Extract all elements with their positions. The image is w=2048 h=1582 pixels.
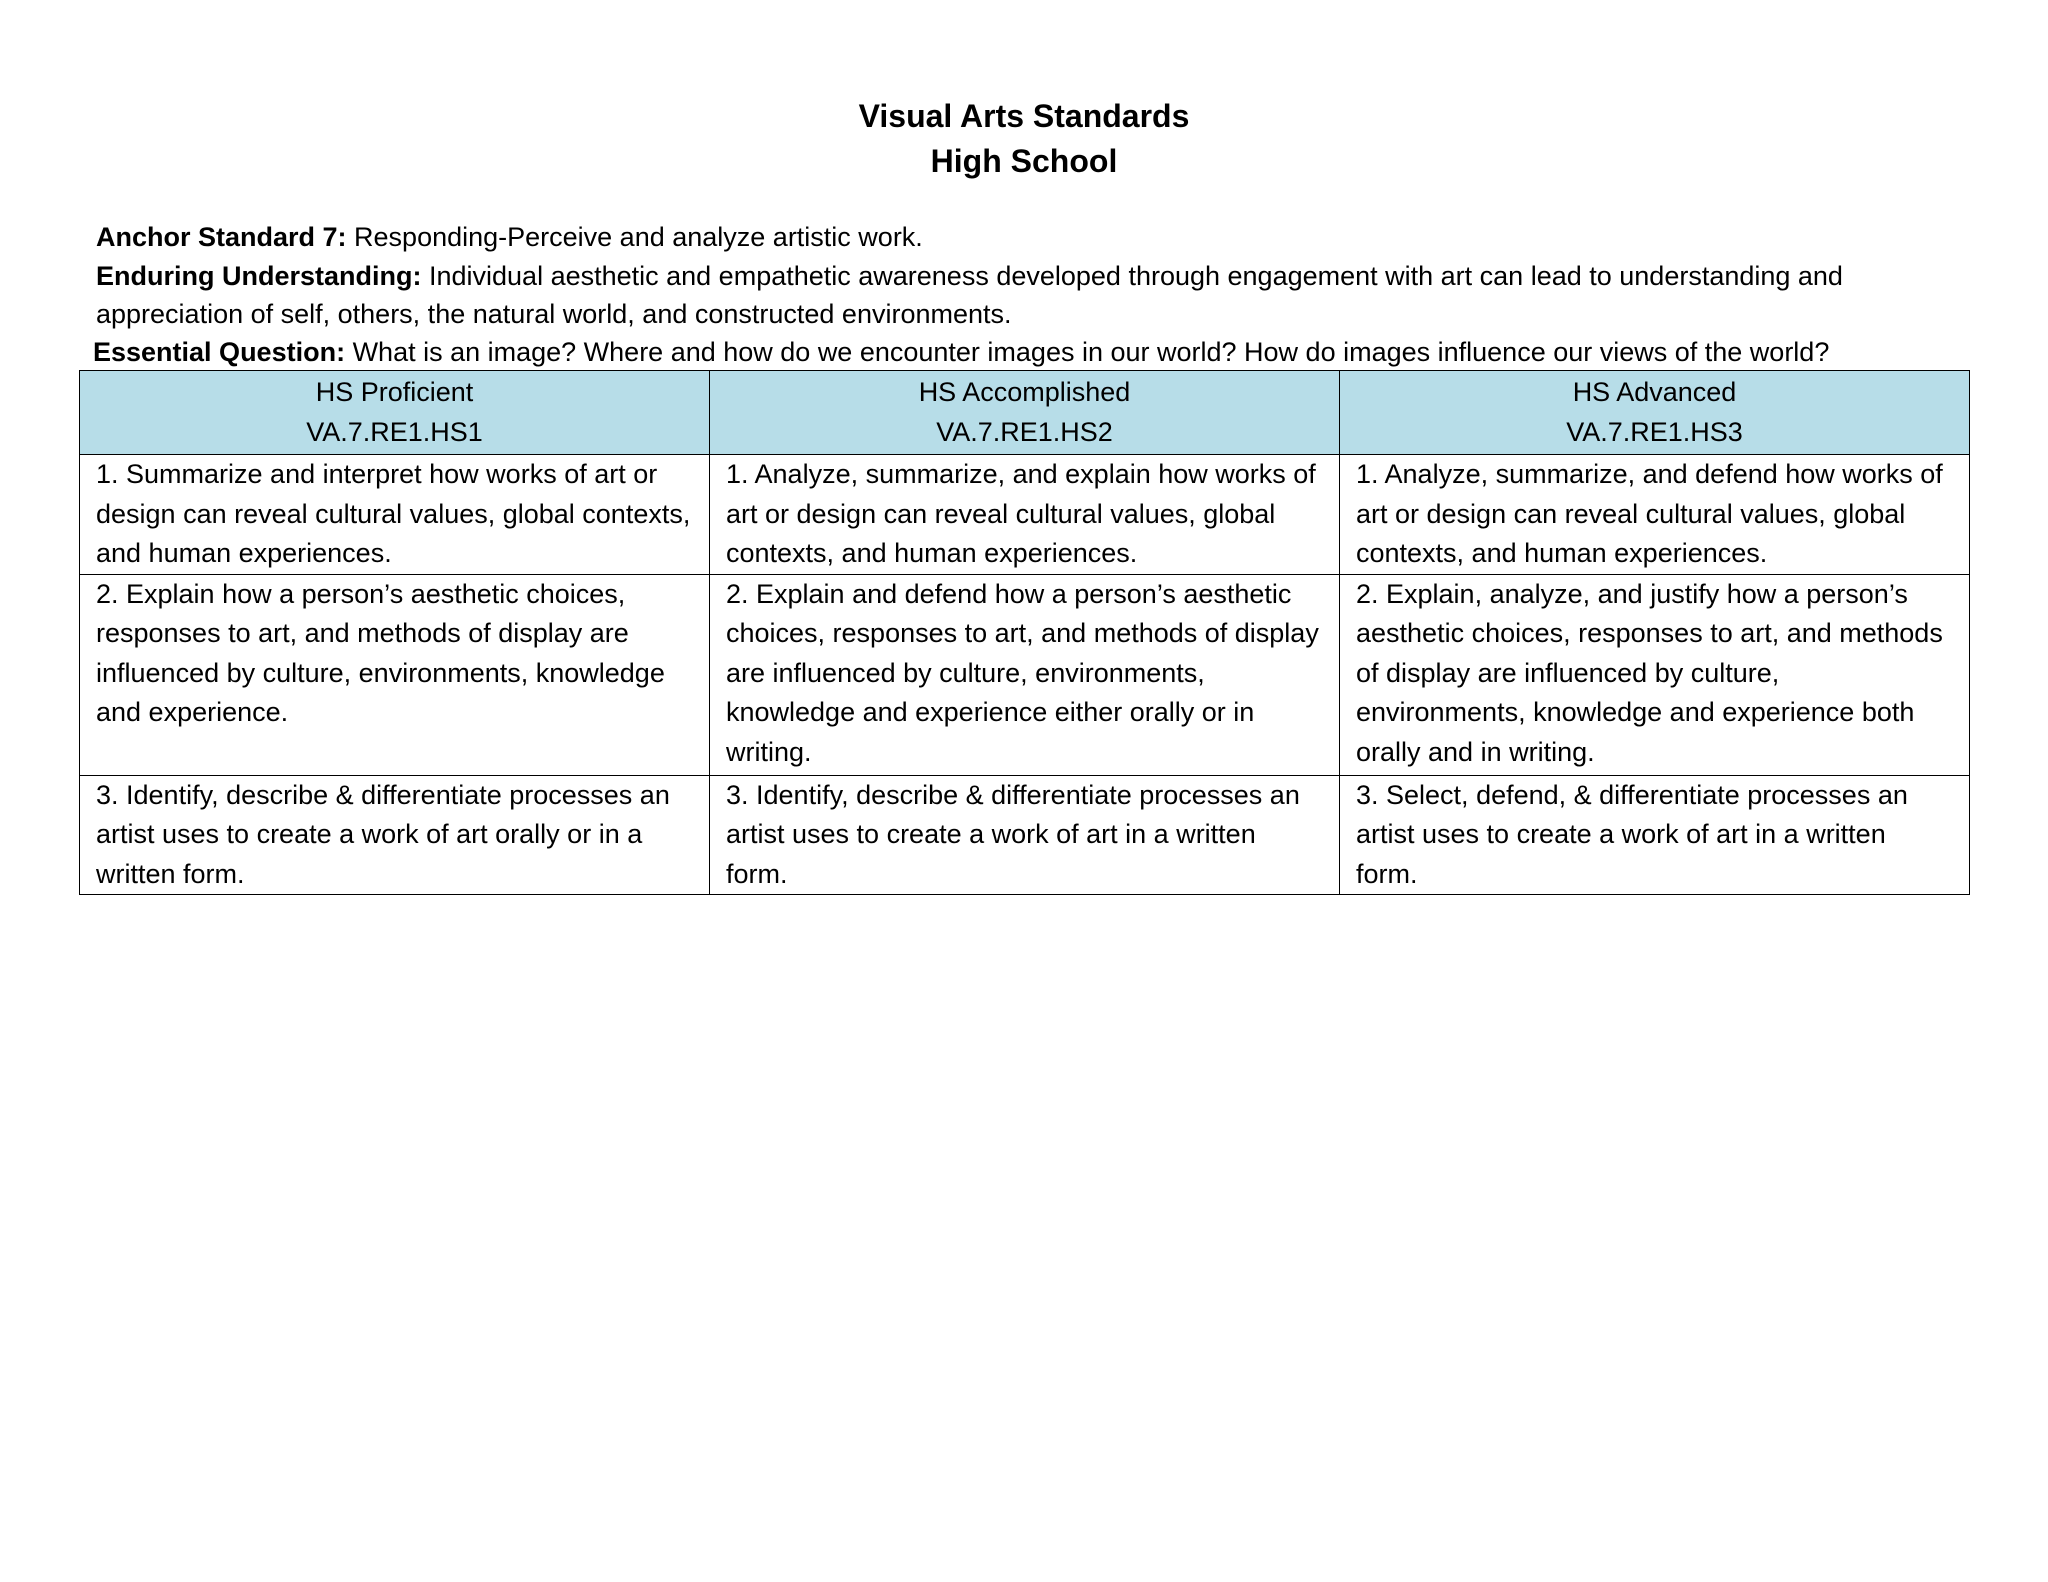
table-cell: 3. Identify, describe & differentiate processes an artist uses to create a work of art in a written form. bbox=[710, 775, 1340, 895]
column-header-accomplished bbox=[710, 371, 1340, 455]
anchor-standard-text: Responding-Perceive and analyze artistic work. bbox=[346, 222, 923, 252]
column-level: HS Proficient bbox=[315, 377, 474, 407]
column-header-proficient bbox=[80, 371, 710, 455]
enduring-understanding bbox=[96, 257, 1976, 333]
table-cell: 3. Select, defend, & differentiate processes an artist uses to create a work of art in a written form. bbox=[1340, 775, 1970, 895]
essential-question-text: What is an image? Where and how do we encounter images in our world? How do images influence our views of the world? bbox=[345, 337, 1830, 367]
anchor-standard bbox=[96, 218, 1976, 256]
table-row bbox=[80, 574, 1970, 775]
table-row bbox=[80, 455, 1970, 575]
column-level: HS Advanced bbox=[1572, 377, 1737, 407]
table-cell: 2. Explain how a person’s aesthetic choices, responses to art, and methods of display are influenced by culture, environments, knowledge and experience. bbox=[80, 574, 710, 775]
anchor-standard-label: Anchor Standard 7: bbox=[96, 222, 347, 252]
table-cell: 2. Explain, analyze, and justify how a person’s aesthetic choices, responses to art, and methods of display are influenced by culture, environments, knowledge and experience both orally and in writing. bbox=[1340, 574, 1970, 775]
column-code: VA.7.RE1.HS1 bbox=[306, 416, 483, 447]
table-row bbox=[80, 775, 1970, 895]
enduring-understanding-label: Enduring Understanding: bbox=[96, 261, 422, 291]
table-cell: 3. Identify, describe & differentiate processes an artist uses to create a work of art orally or in a written form. bbox=[80, 775, 710, 895]
table-header-row bbox=[80, 371, 1970, 455]
essential-question-label: Essential Question: bbox=[93, 337, 346, 367]
table-cell: 1. Summarize and interpret how works of art or design can reveal cultural values, global contexts, and human experiences. bbox=[80, 455, 710, 575]
standards-table bbox=[79, 370, 1970, 895]
column-header-advanced bbox=[1340, 371, 1970, 455]
document-header bbox=[0, 94, 2048, 184]
table-cell: 1. Analyze, summarize, and explain how works of art or design can reveal cultural values, global contexts, and human experiences. bbox=[710, 455, 1340, 575]
document-subtitle: High School bbox=[930, 143, 1118, 179]
column-level: HS Accomplished bbox=[918, 377, 1131, 407]
column-code: VA.7.RE1.HS2 bbox=[936, 416, 1113, 447]
table-cell: 1. Analyze, summarize, and defend how works of art or design can reveal cultural values, global contexts, and human experiences. bbox=[1340, 455, 1970, 575]
table-cell: 2. Explain and defend how a person’s aesthetic choices, responses to art, and methods of display are influenced by culture, environments, knowledge and experience either orally or in writing. bbox=[710, 574, 1340, 775]
document-title: Visual Arts Standards bbox=[858, 98, 1190, 134]
essential-question bbox=[93, 333, 1993, 371]
enduring-understanding-text: Individual aesthetic and empathetic awareness developed through engagement with art can lead to understanding and appreciation of self, others, the natural world, and constructed environments. bbox=[96, 261, 1843, 329]
column-code: VA.7.RE1.HS3 bbox=[1566, 416, 1743, 447]
